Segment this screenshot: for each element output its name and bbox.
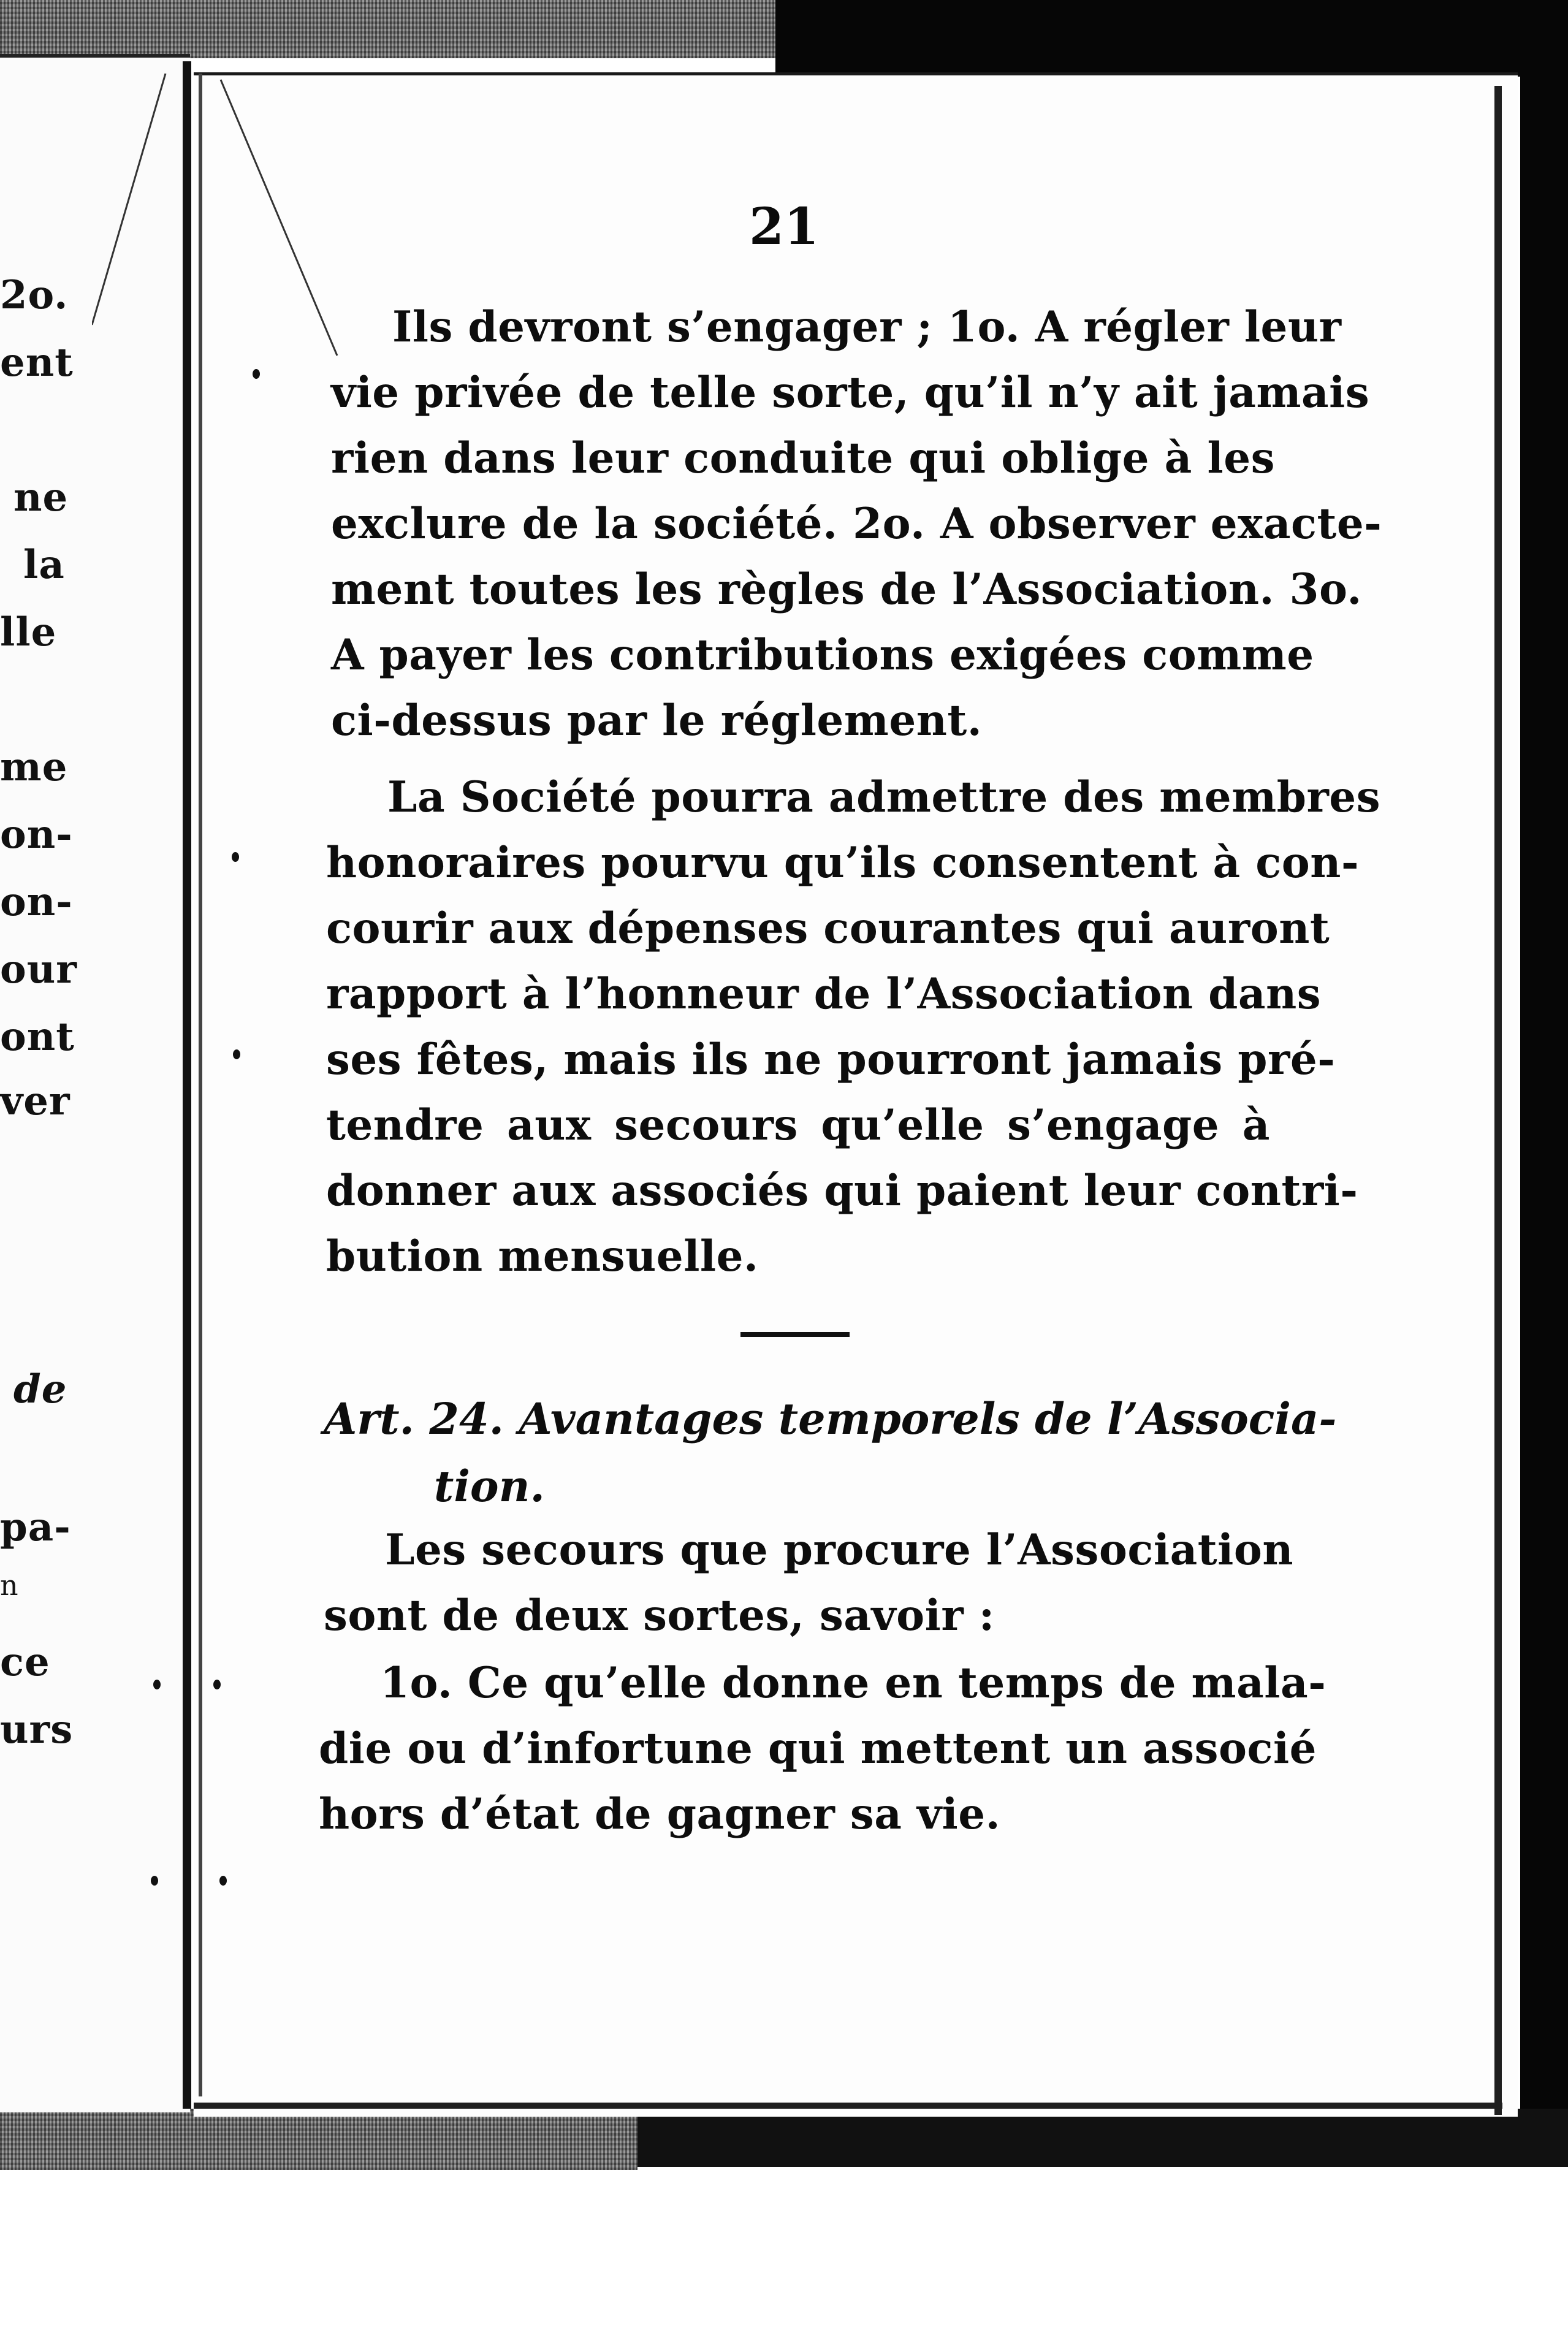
paragraph-aid-types xyxy=(324,1517,1294,1648)
text-line: hors d’état de gagner sa vie. xyxy=(319,1789,1001,1839)
scanner-background-bottom xyxy=(637,2109,1568,2167)
text-line: La Société pourra admettre des membres xyxy=(387,772,1381,822)
text-line: rapport à l’honneur de l’Association dans xyxy=(326,969,1322,1019)
paragraph-obligations xyxy=(331,294,1382,753)
article-label: Art. 24. xyxy=(324,1393,519,1444)
text-line: Les secours que procure l’Association xyxy=(385,1525,1294,1575)
left-page-fragment: de xyxy=(13,1366,67,1412)
margin-mark xyxy=(253,369,260,379)
article-title: Avantages temporels de l’Associa- xyxy=(519,1393,1337,1444)
left-page-fragment: la xyxy=(23,542,65,588)
left-page-fragment: pa- xyxy=(0,1504,71,1550)
left-page-fragment: ont xyxy=(0,1014,75,1060)
text-line: donner aux associés qui paient leur contri- xyxy=(326,1166,1358,1216)
left-page-fragment: n xyxy=(0,1569,19,1602)
left-page-fragment: on- xyxy=(0,879,73,925)
text-line: rien dans leur conduite qui oblige à les xyxy=(331,433,1275,483)
margin-mark xyxy=(213,1680,221,1689)
text-line: courir aux dépenses courantes qui auront xyxy=(326,904,1330,953)
book-spine-shadow xyxy=(199,74,202,2096)
text-line: ment toutes les règles de l’Association. 3o. xyxy=(331,565,1362,614)
page-edge-right xyxy=(1494,86,1502,2115)
text-line: Ils devront s’engager ; 1o. A régler leur xyxy=(392,302,1342,352)
page-edge-bottom xyxy=(194,2103,1502,2109)
margin-mark xyxy=(151,1876,158,1886)
text-line: tendre aux secours qu’elle s’engage à xyxy=(326,1100,1270,1150)
text-line: honoraires pourvu qu’ils consentent à con- xyxy=(326,838,1360,888)
left-page-fragment: ne xyxy=(13,474,69,520)
text-line: A payer les contributions exigées comme xyxy=(331,630,1314,680)
left-page-fragment: ent xyxy=(0,340,74,386)
paragraph-honorary-members xyxy=(326,764,1381,1289)
margin-mark xyxy=(232,852,239,862)
left-page-fragment: urs xyxy=(0,1707,74,1753)
left-page-fragment: ver xyxy=(0,1078,70,1124)
left-page-fragment: me xyxy=(0,744,68,790)
left-page-fragment: lle xyxy=(0,609,57,655)
margin-mark xyxy=(219,1876,227,1886)
margin-mark xyxy=(153,1680,161,1689)
scanner-background-top xyxy=(775,0,1568,77)
text-line: sont de deux sortes, savoir : xyxy=(324,1591,995,1640)
left-page-fragment: ce xyxy=(0,1639,50,1685)
section-divider xyxy=(740,1332,850,1337)
binding-cloth-top xyxy=(0,0,775,58)
text-line: die ou d’infortune qui mettent un associé xyxy=(319,1724,1317,1773)
text-line: ses fêtes, mais ils ne pourront jamais pré- xyxy=(326,1035,1336,1084)
text-line: exclure de la société. 2o. A observer exacte- xyxy=(331,499,1382,549)
gutter-fold-lines xyxy=(92,67,368,374)
text-line: ci-dessus par le réglement. xyxy=(331,696,983,745)
text-line: vie privée de telle sorte, qu’il n’y ait jamais xyxy=(331,368,1370,417)
article-title-continued: tion. xyxy=(434,1461,545,1512)
paragraph-illness-aid xyxy=(319,1650,1326,1847)
scanner-background-right xyxy=(1520,0,1568,2158)
binding-cloth-bottom xyxy=(0,2109,637,2170)
left-page-fragment: on- xyxy=(0,812,73,858)
left-page-fragment: 2o. xyxy=(0,272,69,318)
page-number: 21 xyxy=(749,197,820,256)
margin-mark xyxy=(233,1049,240,1059)
text-line: 1o. Ce qu’elle donne en temps de mala- xyxy=(380,1658,1326,1708)
text-line: bution mensuelle. xyxy=(326,1232,759,1281)
left-page-fragment: our xyxy=(0,946,77,992)
article-heading xyxy=(324,1385,1336,1520)
